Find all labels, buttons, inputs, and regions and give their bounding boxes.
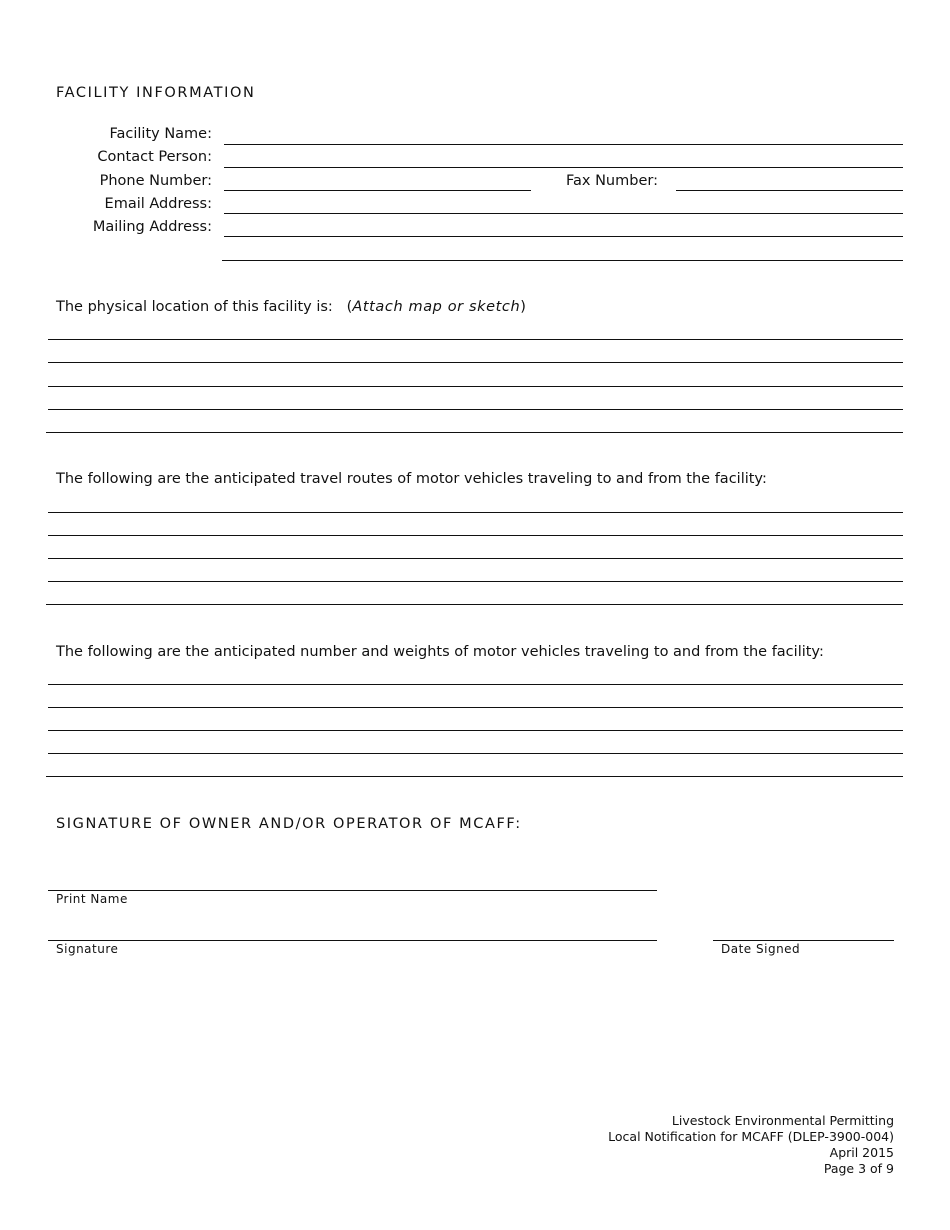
mailing-address-field-line2[interactable]: [222, 260, 903, 261]
date-signed-label: Date Signed: [721, 942, 801, 956]
attach-note-close: ): [520, 299, 526, 315]
location-line-5[interactable]: [46, 432, 903, 433]
vehicle-weights-prompt: The following are the anticipated number and weights of motor vehicles traveling to and from the facility:: [56, 644, 824, 660]
fax-number-field[interactable]: [676, 190, 903, 191]
location-line-1[interactable]: [48, 339, 903, 340]
weights-line-2[interactable]: [48, 707, 903, 708]
page-footer: [608, 1113, 894, 1177]
routes-line-3[interactable]: [48, 558, 903, 559]
phone-number-field[interactable]: [224, 190, 531, 191]
weights-line-1[interactable]: [48, 684, 903, 685]
physical-location-text: The physical location of this facility is:: [56, 299, 333, 315]
signature-heading: SIGNATURE OF OWNER AND/OR OPERATOR OF MCAFF:: [56, 816, 522, 832]
fax-number-label: Fax Number:: [566, 173, 658, 189]
attach-map-note: Attach map or sketch: [352, 299, 521, 315]
attach-note-open: (: [346, 299, 353, 315]
routes-line-4[interactable]: [48, 581, 903, 582]
location-line-4[interactable]: [48, 409, 903, 410]
footer-form-title: Local Notification for MCAFF (DLEP-3900-004): [608, 1129, 894, 1144]
email-address-field[interactable]: [224, 213, 903, 214]
signature-field[interactable]: [48, 940, 657, 941]
travel-routes-prompt: The following are the anticipated travel routes of motor vehicles traveling to and from the facility:: [56, 471, 767, 487]
date-signed-field[interactable]: [713, 940, 894, 941]
location-line-2[interactable]: [48, 362, 903, 363]
routes-line-5[interactable]: [46, 604, 903, 605]
footer-date: April 2015: [829, 1145, 894, 1160]
facility-info-heading: FACILITY INFORMATION: [56, 85, 256, 101]
footer-page-number: Page 3 of 9: [823, 1161, 894, 1176]
facility-name-field[interactable]: [224, 144, 903, 145]
email-address-label: Email Address:: [104, 196, 212, 212]
weights-line-4[interactable]: [48, 753, 903, 754]
contact-person-label: Contact Person:: [97, 149, 212, 165]
location-line-3[interactable]: [48, 386, 903, 387]
footer-program: Livestock Environmental Permitting: [671, 1113, 894, 1128]
routes-line-1[interactable]: [48, 512, 903, 513]
weights-line-5[interactable]: [46, 776, 903, 777]
signature-label: Signature: [56, 942, 119, 956]
routes-line-2[interactable]: [48, 535, 903, 536]
print-name-field[interactable]: [48, 890, 657, 891]
mailing-address-field[interactable]: [224, 236, 903, 237]
contact-person-field[interactable]: [224, 167, 903, 168]
print-name-label: Print Name: [56, 892, 128, 906]
physical-location-prompt: [56, 299, 526, 315]
phone-number-label: Phone Number:: [99, 173, 212, 189]
weights-line-3[interactable]: [48, 730, 903, 731]
mailing-address-label: Mailing Address:: [92, 219, 212, 235]
facility-name-label: Facility Name:: [109, 126, 212, 142]
